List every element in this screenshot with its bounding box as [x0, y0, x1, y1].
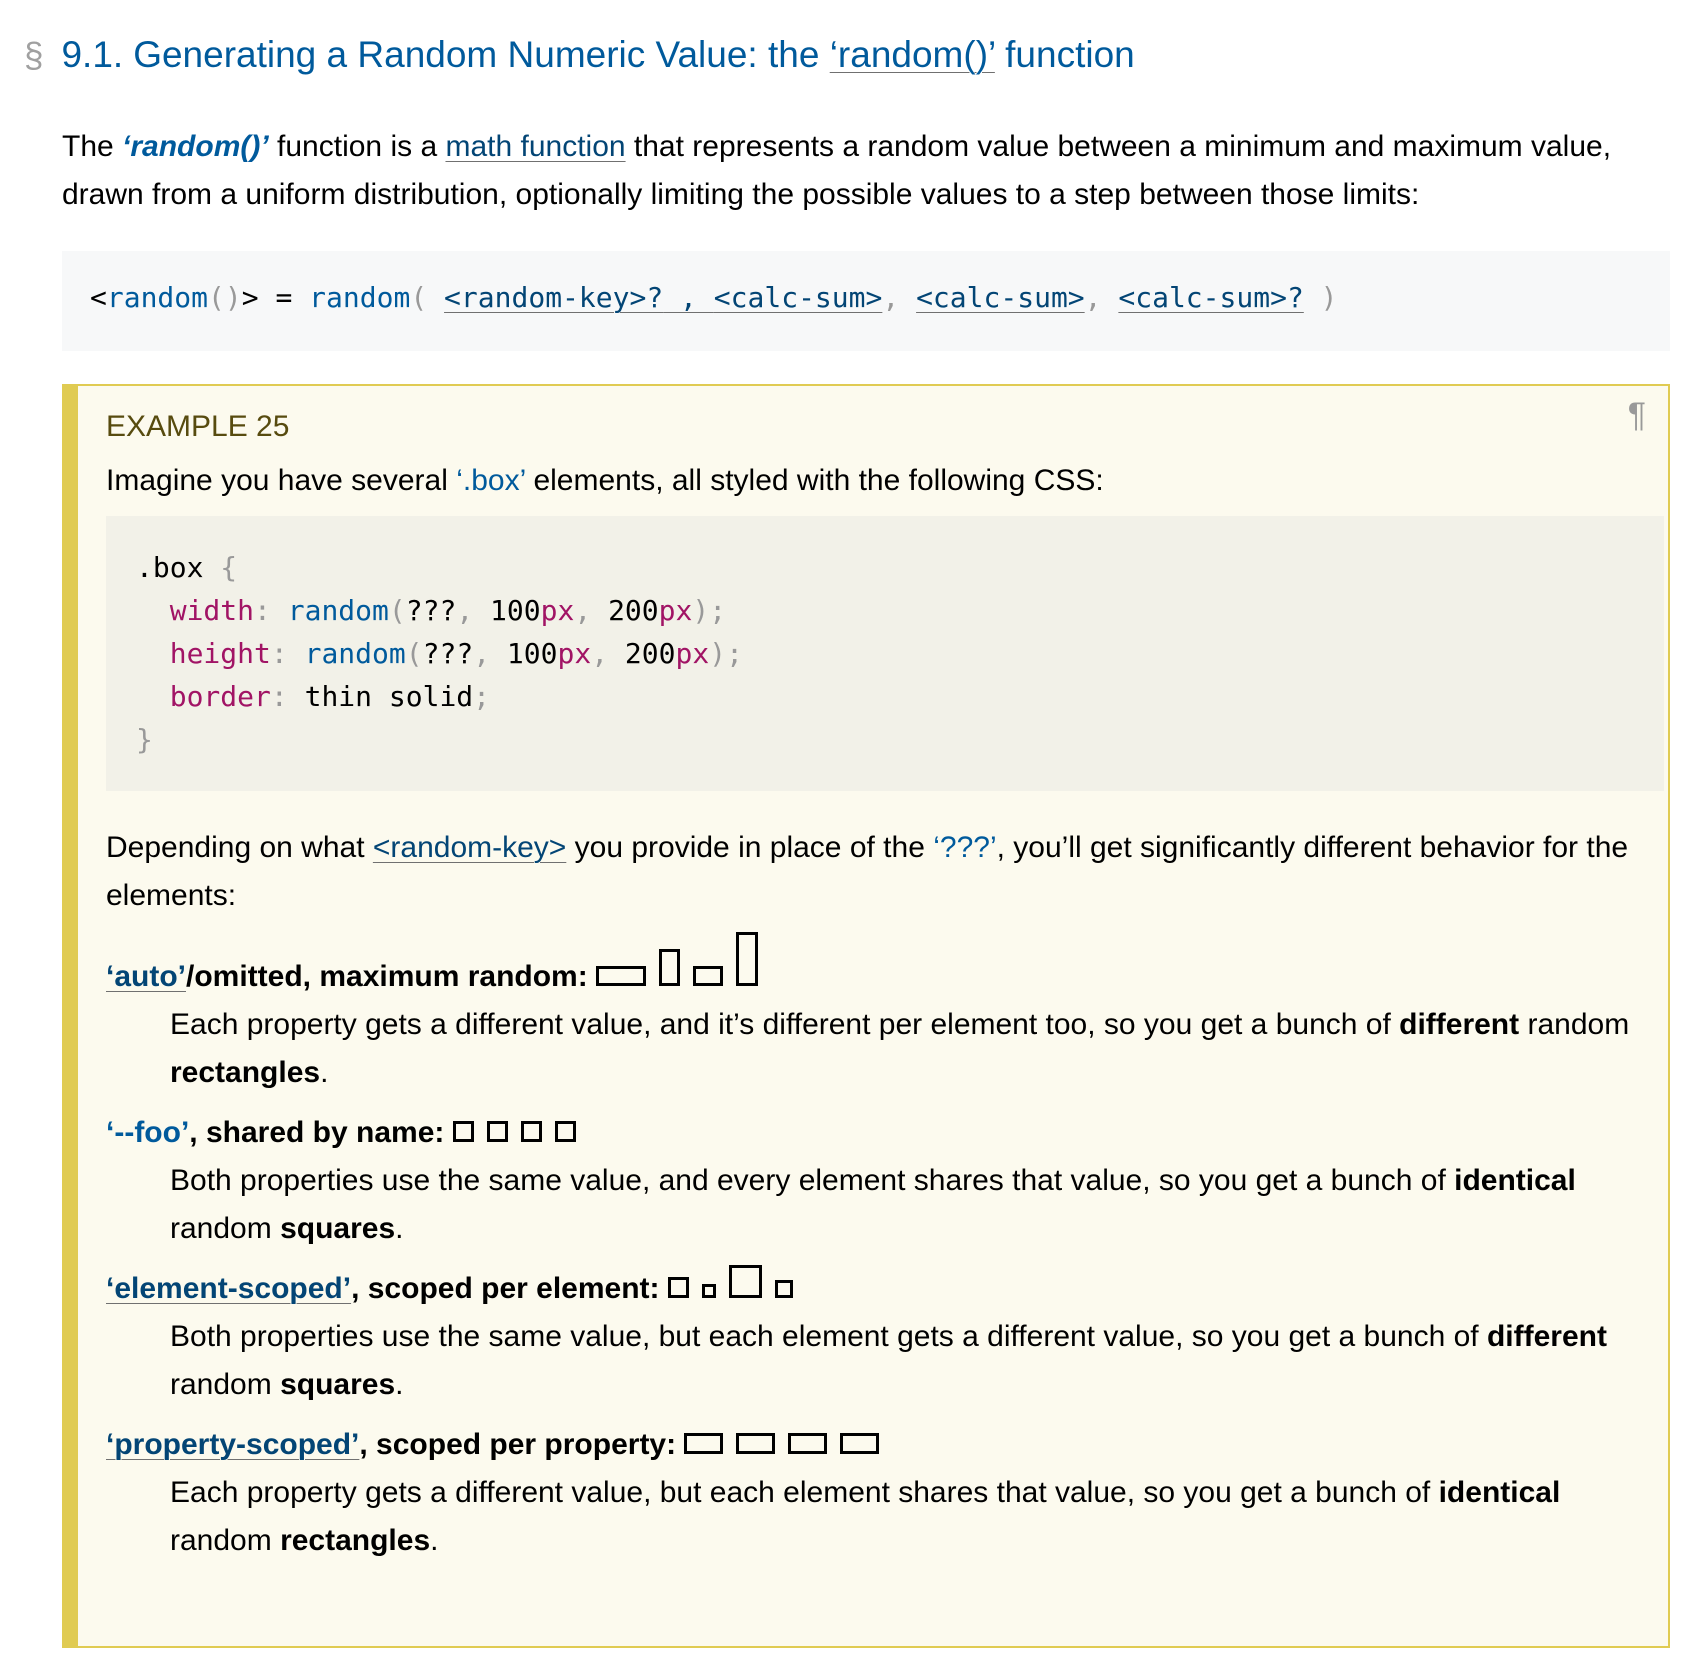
code-unit: px [675, 637, 710, 670]
desc-text: . [395, 1212, 404, 1245]
random-key-link[interactable]: <random-key>? [444, 281, 664, 314]
example-intro-text: Imagine you have several [106, 464, 457, 497]
grammar-close-paren: ) [1303, 281, 1338, 314]
sample-box [736, 932, 758, 986]
example-intro-text: elements, all styled with the following CSS: [525, 464, 1104, 497]
behavior-text: you provide in place of the [566, 831, 934, 864]
example-intro [106, 457, 1104, 505]
desc-text: random [170, 1212, 281, 1245]
code-selector: .box [136, 551, 204, 584]
desc-text: Both properties use the same value, and every element shares that value, so you get a bunch of [170, 1164, 1455, 1197]
code-unit: px [540, 594, 575, 627]
grammar-fn-name: random [309, 281, 411, 314]
desc-text: . [430, 1524, 439, 1557]
desc-text: Both properties use the same value, but each element gets a different value, so you get a bunch of [170, 1320, 1487, 1353]
random-key-link[interactable]: <random-key> [372, 831, 567, 864]
sample-boxes [684, 1421, 892, 1469]
sample-boxes [668, 1265, 806, 1313]
grammar-lhs-open: < [90, 281, 107, 314]
list-item-term [106, 932, 1666, 1001]
sample-boxes [596, 932, 771, 1001]
list-item-term [106, 1109, 1666, 1157]
grammar-equals: = [258, 281, 310, 314]
list-item-description [170, 1001, 1666, 1097]
section-heading [24, 34, 1135, 76]
code-fn: random [304, 637, 406, 670]
behavior-text: Depending on what [106, 831, 373, 864]
grammar-lhs-parens: () [208, 281, 242, 314]
code-arg: ??? [405, 594, 457, 627]
calc-sum-link[interactable]: <calc-sum>? [1118, 281, 1304, 314]
heading-text-end: function [994, 34, 1135, 75]
desc-text: Each property gets a different value, but each element shares that value, so you get a bunch of [170, 1476, 1439, 1509]
list-item-description [170, 1469, 1666, 1565]
term-text: /omitted, maximum random: [186, 960, 597, 993]
section-number: 9.1. [61, 34, 124, 75]
sample-box [788, 1433, 827, 1454]
sample-box [487, 1121, 508, 1142]
grammar-lhs-name: random [106, 281, 209, 314]
desc-text: . [320, 1056, 329, 1089]
section-self-link[interactable]: § [24, 36, 44, 75]
code-unit: px [557, 637, 592, 670]
list-item-term [106, 1421, 1666, 1469]
box-class-term: ‘.box’ [456, 464, 526, 497]
sample-box [555, 1121, 576, 1142]
sample-box [693, 966, 723, 986]
code-number: 100 [490, 594, 541, 627]
random-function-link[interactable]: ‘random()’ [829, 34, 995, 75]
random-function-term: ‘random()’ [122, 130, 269, 163]
behavior-paragraph [106, 824, 1666, 920]
code-number: 200 [608, 594, 659, 627]
desc-emphasis: squares [280, 1368, 396, 1401]
placeholder-term: ‘???’ [933, 831, 997, 864]
desc-text: random [170, 1368, 281, 1401]
desc-emphasis: squares [280, 1212, 396, 1245]
code-brace-close: } [136, 723, 153, 756]
list-item-description [170, 1157, 1666, 1253]
sample-box [702, 1284, 716, 1298]
grammar-lhs-close: > [241, 281, 259, 314]
grammar-production [90, 281, 1338, 314]
sample-box [596, 966, 646, 986]
code-unit: px [658, 594, 693, 627]
auto-keyword-link[interactable]: ‘auto’ [106, 960, 186, 993]
behavior-list [106, 932, 1666, 1577]
grammar-comma: , [882, 281, 917, 314]
foo-keyword: ‘--foo’ [106, 1116, 190, 1149]
code-prop-border: border [169, 680, 271, 713]
code-prop-width: width [169, 594, 255, 627]
code-number: 100 [506, 637, 558, 670]
intro-text: The [62, 130, 123, 163]
behavior-text: , you’ll get significantly different behavior for the elements: [106, 831, 1629, 912]
sample-box [736, 1433, 775, 1454]
intro-text: that represents a random value between a minimum and maximum value, drawn from a uniform distribution, optionally limiting the possible values to a step between those limits: [62, 130, 1612, 211]
term-text: , scoped per element: [351, 1272, 668, 1305]
sample-box [659, 949, 680, 986]
desc-emphasis: identical [1438, 1476, 1561, 1509]
list-item-description [170, 1313, 1666, 1409]
sample-box [684, 1433, 723, 1454]
term-text: , shared by name: [189, 1116, 453, 1149]
sample-box [521, 1121, 542, 1142]
css-code: .box { width: random(???, 100px, 200px); height: random(???, 100px, 200px); border: thin solid; } [136, 551, 743, 756]
intro-paragraph [62, 123, 1662, 219]
desc-emphasis: different [1486, 1320, 1607, 1353]
desc-emphasis: different [1399, 1008, 1520, 1041]
example-label: EXAMPLE 25 [106, 410, 290, 443]
sample-box [668, 1277, 689, 1298]
css-code-block [106, 516, 1664, 791]
desc-text: . [395, 1368, 404, 1401]
grammar-comma: , [1084, 281, 1119, 314]
calc-sum-link[interactable]: <calc-sum> [713, 281, 883, 314]
sample-box [775, 1280, 793, 1298]
code-border-value: thin solid [304, 680, 474, 713]
sample-box [453, 1121, 474, 1142]
calc-sum-link[interactable]: <calc-sum> [916, 281, 1085, 314]
example-box [62, 384, 1670, 1648]
list-item-term [106, 1265, 1666, 1313]
code-fn: random [287, 594, 389, 627]
desc-text: random [1519, 1008, 1630, 1041]
math-function-link[interactable]: math function [445, 130, 626, 163]
desc-emphasis: rectangles [170, 1056, 321, 1089]
term-text: , scoped per property: [359, 1428, 685, 1461]
sample-boxes [453, 1109, 589, 1157]
code-number: 200 [624, 637, 676, 670]
desc-text: random [170, 1524, 281, 1557]
property-scoped-link[interactable]: ‘property-scoped’ [106, 1428, 360, 1461]
intro-text: function is a [268, 130, 446, 163]
pilcrow-icon[interactable]: ¶ [1627, 396, 1646, 434]
comma-link[interactable]: , [663, 281, 714, 314]
grammar-open-paren: ( [410, 281, 445, 314]
code-prop-height: height [169, 637, 271, 670]
desc-emphasis: rectangles [280, 1524, 431, 1557]
code-arg: ??? [422, 637, 474, 670]
sample-box [729, 1265, 762, 1298]
desc-text: Each property gets a different value, and it’s different per element too, so you get a bunch of [170, 1008, 1400, 1041]
heading-text: Generating a Random Numeric Value: the [133, 34, 830, 75]
desc-emphasis: identical [1454, 1164, 1576, 1197]
grammar-block [62, 251, 1670, 351]
element-scoped-link[interactable]: ‘element-scoped’ [106, 1272, 352, 1305]
sample-box [840, 1433, 879, 1454]
code-brace-open: { [203, 551, 238, 584]
